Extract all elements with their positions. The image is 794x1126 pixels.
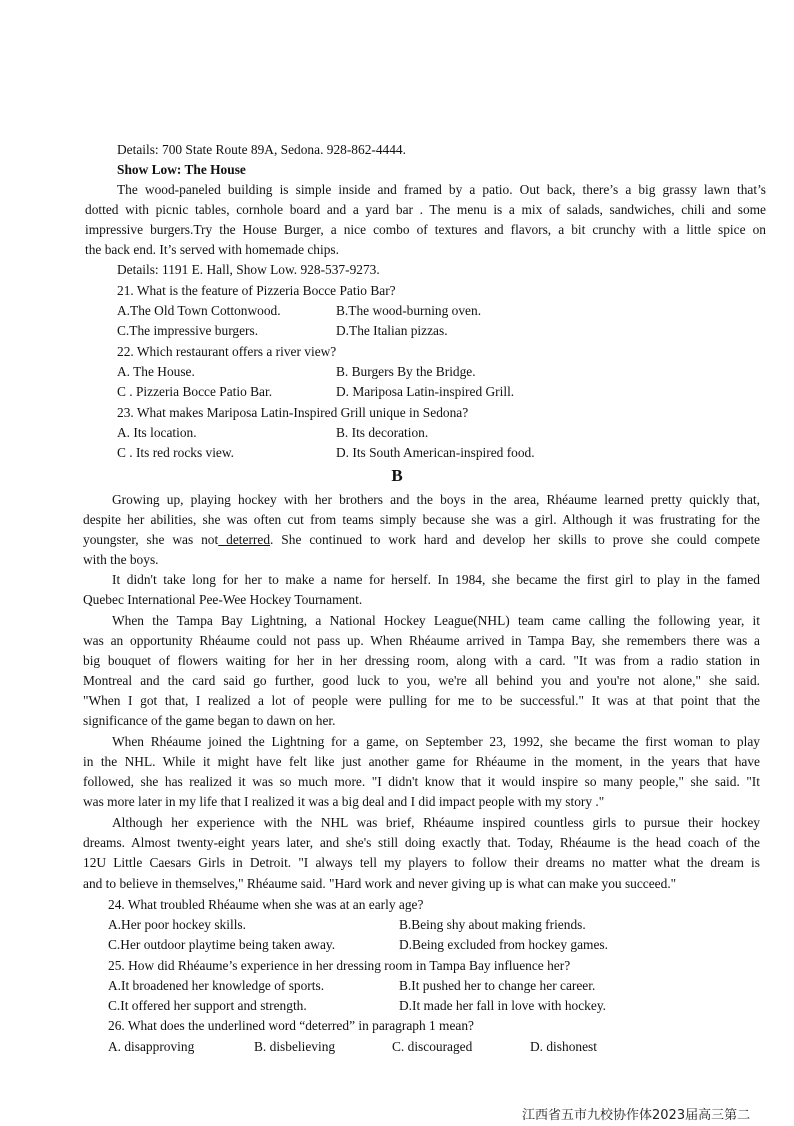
paragraph-line	[83, 530, 760, 550]
footer-text: 江西省五市九校协作体2023届高三第二	[522, 1108, 751, 1123]
option-a: A. Its location.	[117, 425, 197, 440]
option-a: A. disapproving	[108, 1039, 195, 1054]
paragraph-line: despite her abilities, she was often cut from teams simply because she was a girl. Although it was frustrating for the	[83, 512, 760, 527]
paragraph-line: dotted with picnic tables, cornhole board and a yard bar . The menu is a mix of salads, sandwiches, chili and some	[85, 202, 766, 217]
option-c: C.Her outdoor playtime being taken away.	[108, 937, 336, 952]
option-a: A.The Old Town Cottonwood.	[117, 303, 281, 318]
option-d: D. dishonest	[530, 1039, 597, 1054]
paragraph-line: was more later in my life that I realized it was a big deal and I did impact people with my story ."	[83, 794, 605, 809]
option-d: D. Mariposa Latin-inspired Grill.	[336, 384, 515, 399]
paragraph-line: the back end. It’s served with homemade chips.	[85, 242, 339, 257]
question-stem: 23. What makes Mariposa Latin-Inspired Grill unique in Sedona?	[117, 405, 469, 420]
paragraph-line: 12U Little Caesars Girls in Detroit. "I always tell my players to follow their dreams no matter what the dream is	[83, 855, 760, 870]
option-a: A.Her poor hockey skills.	[108, 917, 246, 932]
option-b: B. disbelieving	[254, 1039, 336, 1054]
paragraph-line: impressive burgers.Try the House Burger, a nice combo of textures and flavors, a bit crunchy with a little spice on	[85, 222, 766, 237]
paragraph-line: in the NHL. While it might have felt like just another game for Rhéaume in the moment, in the years that have	[83, 754, 760, 769]
option-c: C . Its red rocks view.	[117, 445, 235, 460]
paragraph-line: significance of the game began to dawn on her.	[83, 713, 336, 728]
option-d: D.Being excluded from hockey games.	[399, 937, 608, 952]
question-stem: 22. Which restaurant offers a river view?	[117, 344, 337, 359]
text-span: . She continued to work hard and develop her skills to prove she could compete	[270, 532, 760, 547]
paragraph-line: dreams. Almost twenty-eight years later, and she's still doing exactly that. Today, Rhéaume is the head coach of the	[83, 835, 760, 850]
underlined-word: deterred	[218, 532, 271, 547]
paragraph-line: Growing up, playing hockey with her brothers and the boys in the area, Rhéaume learned pretty quickly that,	[112, 492, 760, 507]
section-heading: B	[391, 466, 403, 485]
option-d: D.The Italian pizzas.	[336, 323, 448, 338]
option-c: C.The impressive burgers.	[117, 323, 259, 338]
option-a: A.It broadened her knowledge of sports.	[108, 978, 325, 993]
option-d: D.It made her fall in love with hockey.	[399, 998, 606, 1013]
paragraph-line: Quebec International Pee-Wee Hockey Tournament.	[83, 592, 363, 607]
option-b: B. Its decoration.	[336, 425, 429, 440]
option-c: C. discouraged	[392, 1039, 473, 1054]
question-stem: 25. How did Rhéaume’s experience in her dressing room in Tampa Bay influence her?	[108, 958, 571, 973]
paragraph-line: was an opportunity Rhéaume could not pass up. When Rhéaume arrived in Tampa Bay, she remembers there was a	[83, 633, 760, 648]
paragraph-line: followed, she has realized it was so much more. "I didn't know that it would inspire so many people," she said. "It	[83, 774, 760, 789]
details-line: Details: 700 State Route 89A, Sedona. 928-862-4444.	[117, 142, 406, 157]
option-b: B.It pushed her to change her career.	[399, 978, 596, 993]
option-b: B.Being shy about making friends.	[399, 917, 586, 932]
paragraph-line: It didn't take long for her to make a name for herself. In 1984, she became the first girl to play in the famed	[112, 572, 760, 587]
option-c: C.It offered her support and strength.	[108, 998, 307, 1013]
option-d: D. Its South American-inspired food.	[336, 445, 535, 460]
paragraph-line: When the Tampa Bay Lightning, a National Hockey League(NHL) team came calling the following year, it	[112, 613, 760, 628]
option-c: C . Pizzeria Bocce Patio Bar.	[117, 384, 273, 399]
paragraph-line: "When I got that, I realized a lot of people were pulling for me to be successful." It was at that point that the	[83, 693, 760, 708]
paragraph-line: and to believe in themselves," Rhéaume said. "Hard work and never giving up is what can make you succeed."	[83, 876, 677, 891]
option-b: B. Burgers By the Bridge.	[336, 364, 476, 379]
paragraph-line: Montreal and the card said go further, good luck to you, we're all behind you and you're not alone," she said.	[83, 673, 760, 688]
paragraph-line: The wood-paneled building is simple inside and framed by a patio. Out back, there’s a big grassy lawn that’s	[117, 182, 766, 197]
paragraph-line: big bouquet of flowers waiting for her in her dressing room, along with a card. "It was from a radio station in	[83, 653, 760, 668]
section-title: Show Low: The House	[117, 162, 246, 177]
paragraph-line: When Rhéaume joined the Lightning for a game, on September 23, 1992, she became the first woman to play	[112, 734, 760, 749]
question-stem: 26. What does the underlined word “deterred” in paragraph 1 mean?	[108, 1018, 474, 1033]
option-a: A. The House.	[117, 364, 195, 379]
paragraph-line: Although her experience with the NHL was brief, Rhéaume inspired countless girls to pursue their hockey	[112, 815, 760, 830]
question-stem: 24. What troubled Rhéaume when she was at an early age?	[108, 897, 424, 912]
details-line: Details: 1191 E. Hall, Show Low. 928-537-9273.	[117, 262, 380, 277]
question-stem: 21. What is the feature of Pizzeria Bocce Patio Bar?	[117, 283, 396, 298]
paragraph-line: with the boys.	[83, 552, 159, 567]
option-b: B.The wood-burning oven.	[336, 303, 482, 318]
text-span: youngster, she was not	[83, 532, 219, 547]
